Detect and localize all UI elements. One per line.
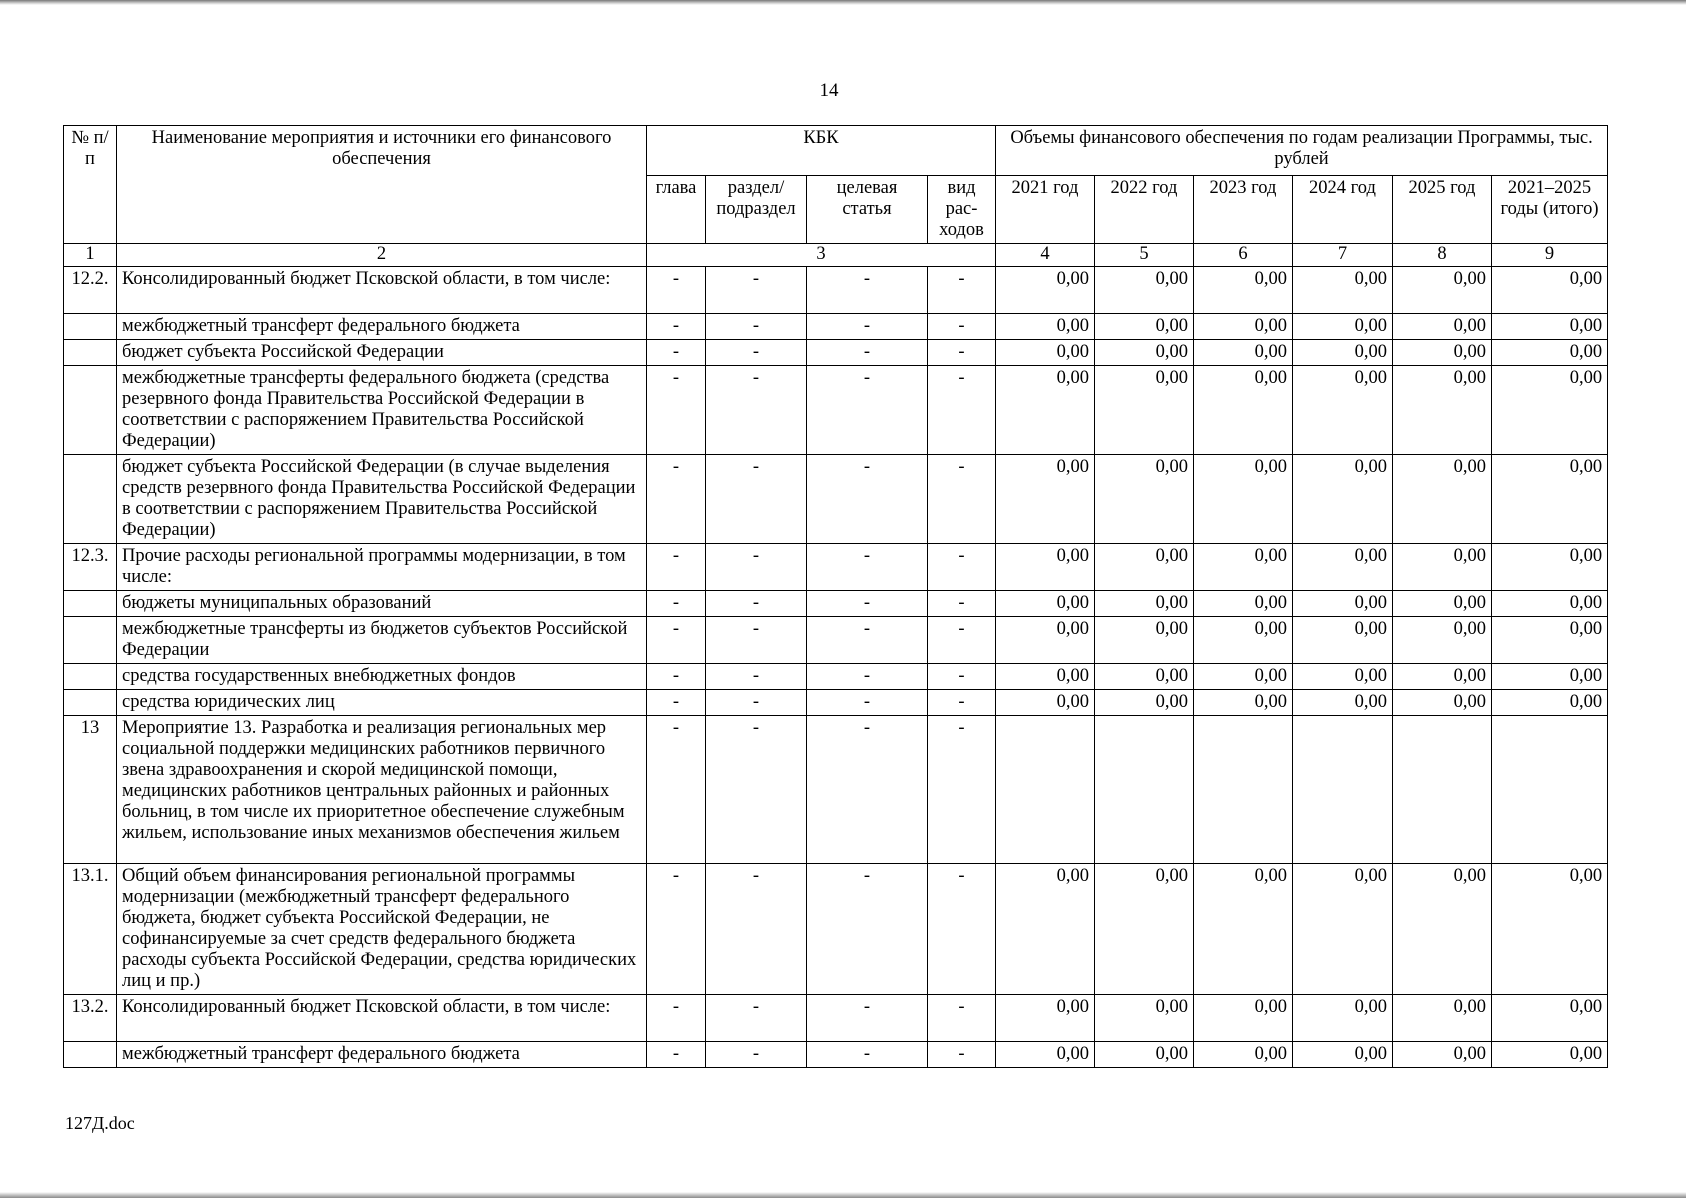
header-kbk-razdel: раздел/ подраздел xyxy=(706,176,807,244)
value-cell: 0,00 xyxy=(1393,544,1492,591)
kbk-cell: - xyxy=(928,617,996,664)
row-number: 13.2. xyxy=(64,995,117,1042)
col-number: 5 xyxy=(1095,244,1194,267)
value-cell: 0,00 xyxy=(1095,995,1194,1042)
value-cell: 0,00 xyxy=(1095,690,1194,716)
value-cell: 0,00 xyxy=(1393,366,1492,455)
header-year-2024: 2024 год xyxy=(1293,176,1393,244)
value-cell: 0,00 xyxy=(1492,366,1608,455)
value-cell: 0,00 xyxy=(1293,1042,1393,1068)
value-cell: 0,00 xyxy=(1492,664,1608,690)
kbk-cell: - xyxy=(928,1042,996,1068)
row-number xyxy=(64,591,117,617)
kbk-cell: - xyxy=(807,617,928,664)
value-cell: 0,00 xyxy=(1095,267,1194,314)
value-cell: 0,00 xyxy=(1293,995,1393,1042)
value-cell: 0,00 xyxy=(1095,664,1194,690)
header-kbk-tselevaya: целевая статья xyxy=(807,176,928,244)
value-cell: 0,00 xyxy=(996,664,1095,690)
value-cell: 0,00 xyxy=(1095,340,1194,366)
scan-edge-top xyxy=(0,0,1686,5)
value-cell: 0,00 xyxy=(1393,340,1492,366)
col-number: 7 xyxy=(1293,244,1393,267)
value-cell: 0,00 xyxy=(1293,267,1393,314)
row-name: бюджет субъекта Российской Федерации (в случае выделения средств резервного фонда Правительства Российской Федерации в соответствии с распоряжением Правительства Российской Федерации) xyxy=(117,455,647,544)
kbk-cell: - xyxy=(928,664,996,690)
table-row xyxy=(64,591,1608,617)
footer-filename: 127Д.doc xyxy=(65,1113,135,1133)
value-cell: 0,00 xyxy=(1293,455,1393,544)
kbk-cell: - xyxy=(706,314,807,340)
kbk-cell: - xyxy=(706,455,807,544)
kbk-cell: - xyxy=(706,690,807,716)
kbk-cell: - xyxy=(807,995,928,1042)
col-number: 8 xyxy=(1393,244,1492,267)
row-number xyxy=(64,690,117,716)
value-cell: 0,00 xyxy=(1095,544,1194,591)
value-cell: 0,00 xyxy=(1095,314,1194,340)
kbk-cell: - xyxy=(928,314,996,340)
header-volumes: Объемы финансового обеспечения по годам реализации Программы, тыс. рублей xyxy=(996,126,1608,176)
row-name: бюджеты муниципальных образований xyxy=(117,591,647,617)
value-cell: 0,00 xyxy=(996,1042,1095,1068)
value-cell: 0,00 xyxy=(1492,617,1608,664)
table-row xyxy=(64,864,1608,995)
kbk-cell: - xyxy=(647,617,706,664)
kbk-cell: - xyxy=(807,864,928,995)
value-cell: 0,00 xyxy=(1492,544,1608,591)
kbk-cell: - xyxy=(807,366,928,455)
value-cell: 0,00 xyxy=(1492,340,1608,366)
kbk-cell: - xyxy=(647,1042,706,1068)
value-cell: 0,00 xyxy=(1194,340,1293,366)
kbk-cell: - xyxy=(647,591,706,617)
kbk-cell: - xyxy=(706,1042,807,1068)
kbk-cell: - xyxy=(647,267,706,314)
finance-table xyxy=(63,125,1608,1068)
header-year-2021: 2021 год xyxy=(996,176,1095,244)
value-cell: 0,00 xyxy=(1095,366,1194,455)
row-name: Консолидированный бюджет Псковской области, в том числе: xyxy=(117,995,647,1042)
value-cell: 0,00 xyxy=(1194,455,1293,544)
kbk-cell: - xyxy=(706,591,807,617)
kbk-cell: - xyxy=(647,366,706,455)
row-number: 12.2. xyxy=(64,267,117,314)
header-year-2025: 2025 год xyxy=(1393,176,1492,244)
col-number: 9 xyxy=(1492,244,1608,267)
kbk-cell: - xyxy=(647,664,706,690)
table-row xyxy=(64,617,1608,664)
table-row xyxy=(64,664,1608,690)
kbk-cell: - xyxy=(706,340,807,366)
kbk-cell: - xyxy=(706,864,807,995)
col-number: 3 xyxy=(647,244,996,267)
value-cell: 0,00 xyxy=(996,340,1095,366)
value-cell: 0,00 xyxy=(1393,267,1492,314)
kbk-cell: - xyxy=(647,340,706,366)
kbk-cell: - xyxy=(807,314,928,340)
kbk-cell: - xyxy=(706,366,807,455)
row-name: межбюджетный трансферт федерального бюджета xyxy=(117,314,647,340)
header-year-total: 2021–2025 годы (итого) xyxy=(1492,176,1608,244)
col-number: 6 xyxy=(1194,244,1293,267)
value-cell: 0,00 xyxy=(1194,544,1293,591)
value-cell: 0,00 xyxy=(1393,664,1492,690)
kbk-cell: - xyxy=(807,1042,928,1068)
value-cell: 0,00 xyxy=(996,314,1095,340)
header-kbk: КБК xyxy=(647,126,996,176)
value-cell: 0,00 xyxy=(1393,314,1492,340)
value-cell xyxy=(996,716,1095,864)
table-row xyxy=(64,314,1608,340)
table-row xyxy=(64,455,1608,544)
value-cell: 0,00 xyxy=(1293,591,1393,617)
value-cell: 0,00 xyxy=(1293,366,1393,455)
row-name: средства государственных внебюджетных фондов xyxy=(117,664,647,690)
row-number: 13.1. xyxy=(64,864,117,995)
header-kbk-vid: вид рас- ходов xyxy=(928,176,996,244)
value-cell xyxy=(1393,716,1492,864)
row-number xyxy=(64,314,117,340)
row-name: Общий объем финансирования региональной программы модернизации (межбюджетный трансферт федерального бюджета, бюджет субъекта Российской Федерации, не софинансируемые за счет средств федерального бюджета расходы субъекта Российской Федерации, средства юридических лиц и пр.) xyxy=(117,864,647,995)
col-number: 2 xyxy=(117,244,647,267)
kbk-cell: - xyxy=(647,995,706,1042)
kbk-cell: - xyxy=(807,716,928,864)
kbk-cell: - xyxy=(807,591,928,617)
row-number xyxy=(64,664,117,690)
table-row xyxy=(64,995,1608,1042)
value-cell: 0,00 xyxy=(1293,690,1393,716)
value-cell: 0,00 xyxy=(1293,864,1393,995)
kbk-cell: - xyxy=(928,340,996,366)
value-cell xyxy=(1095,716,1194,864)
value-cell: 0,00 xyxy=(1194,267,1293,314)
value-cell: 0,00 xyxy=(1194,1042,1293,1068)
row-name: бюджет субъекта Российской Федерации xyxy=(117,340,647,366)
kbk-cell: - xyxy=(706,995,807,1042)
value-cell: 0,00 xyxy=(1194,690,1293,716)
value-cell: 0,00 xyxy=(1492,314,1608,340)
kbk-cell: - xyxy=(928,267,996,314)
row-name: межбюджетный трансферт федерального бюджета xyxy=(117,1042,647,1068)
value-cell: 0,00 xyxy=(1393,1042,1492,1068)
kbk-cell: - xyxy=(928,544,996,591)
value-cell: 0,00 xyxy=(1492,864,1608,995)
table-row xyxy=(64,340,1608,366)
kbk-cell: - xyxy=(807,455,928,544)
header-year-2022: 2022 год xyxy=(1095,176,1194,244)
row-number xyxy=(64,1042,117,1068)
kbk-cell: - xyxy=(928,366,996,455)
value-cell: 0,00 xyxy=(1492,995,1608,1042)
row-name: Прочие расходы региональной программы модернизации, в том числе: xyxy=(117,544,647,591)
value-cell xyxy=(1492,716,1608,864)
value-cell: 0,00 xyxy=(1393,995,1492,1042)
kbk-cell: - xyxy=(928,455,996,544)
header-name: Наименование мероприятия и источники его финансового обеспечения xyxy=(117,126,647,244)
col-number: 4 xyxy=(996,244,1095,267)
value-cell xyxy=(1293,716,1393,864)
value-cell: 0,00 xyxy=(1393,617,1492,664)
kbk-cell: - xyxy=(928,591,996,617)
value-cell: 0,00 xyxy=(1095,591,1194,617)
kbk-cell: - xyxy=(807,690,928,716)
kbk-cell: - xyxy=(928,864,996,995)
row-number xyxy=(64,455,117,544)
value-cell: 0,00 xyxy=(1393,455,1492,544)
row-name: межбюджетные трансферты федерального бюджета (средства резервного фонда Правительства Российской Федерации в соответствии с распоряжением Правительства Российской Федерации) xyxy=(117,366,647,455)
value-cell: 0,00 xyxy=(1194,314,1293,340)
row-number: 12.3. xyxy=(64,544,117,591)
value-cell: 0,00 xyxy=(1492,690,1608,716)
kbk-cell: - xyxy=(647,455,706,544)
kbk-cell: - xyxy=(807,340,928,366)
value-cell: 0,00 xyxy=(1095,1042,1194,1068)
value-cell: 0,00 xyxy=(996,864,1095,995)
table-row xyxy=(64,1042,1608,1068)
kbk-cell: - xyxy=(928,690,996,716)
value-cell: 0,00 xyxy=(1393,591,1492,617)
kbk-cell: - xyxy=(706,617,807,664)
value-cell: 0,00 xyxy=(1095,864,1194,995)
header-year-2023: 2023 год xyxy=(1194,176,1293,244)
value-cell: 0,00 xyxy=(1194,664,1293,690)
kbk-cell: - xyxy=(807,267,928,314)
row-number xyxy=(64,340,117,366)
value-cell: 0,00 xyxy=(1393,864,1492,995)
row-name: средства юридических лиц xyxy=(117,690,647,716)
value-cell: 0,00 xyxy=(1393,690,1492,716)
kbk-cell: - xyxy=(706,267,807,314)
value-cell: 0,00 xyxy=(1194,995,1293,1042)
table-body xyxy=(64,267,1608,1068)
kbk-cell: - xyxy=(706,664,807,690)
kbk-cell: - xyxy=(706,716,807,864)
kbk-cell: - xyxy=(647,544,706,591)
row-name: межбюджетные трансферты из бюджетов субъектов Российской Федерации xyxy=(117,617,647,664)
value-cell: 0,00 xyxy=(1194,591,1293,617)
kbk-cell: - xyxy=(706,544,807,591)
value-cell: 0,00 xyxy=(1095,617,1194,664)
value-cell: 0,00 xyxy=(996,690,1095,716)
value-cell: 0,00 xyxy=(1194,366,1293,455)
scan-edge-bottom xyxy=(0,1192,1686,1198)
value-cell: 0,00 xyxy=(996,995,1095,1042)
kbk-cell: - xyxy=(807,664,928,690)
row-name: Мероприятие 13. Разработка и реализация региональных мер социальной поддержки медицинских работников первичного звена здравоохранения и скорой медицинской помощи, медицинских работников центральных районных и районных больниц, в том числе их приоритетное обеспечение служебным жильем, использование иных механизмов обеспечения жильем xyxy=(117,716,647,864)
col-number: 1 xyxy=(64,244,117,267)
kbk-cell: - xyxy=(928,716,996,864)
kbk-cell: - xyxy=(647,716,706,864)
header-num: № п/п xyxy=(64,126,117,244)
table-row xyxy=(64,716,1608,864)
kbk-cell: - xyxy=(647,690,706,716)
value-cell: 0,00 xyxy=(996,455,1095,544)
value-cell: 0,00 xyxy=(996,544,1095,591)
kbk-cell: - xyxy=(647,314,706,340)
table-row xyxy=(64,366,1608,455)
value-cell: 0,00 xyxy=(996,267,1095,314)
table-row xyxy=(64,544,1608,591)
value-cell: 0,00 xyxy=(1492,455,1608,544)
row-number xyxy=(64,617,117,664)
page-number: 14 xyxy=(819,80,839,101)
table-row xyxy=(64,267,1608,314)
kbk-cell: - xyxy=(647,864,706,995)
value-cell: 0,00 xyxy=(1194,864,1293,995)
value-cell: 0,00 xyxy=(1293,340,1393,366)
value-cell: 0,00 xyxy=(996,591,1095,617)
value-cell: 0,00 xyxy=(1492,591,1608,617)
value-cell xyxy=(1194,716,1293,864)
value-cell: 0,00 xyxy=(1492,267,1608,314)
value-cell: 0,00 xyxy=(1293,664,1393,690)
header-kbk-glava: глава xyxy=(647,176,706,244)
value-cell: 0,00 xyxy=(1293,544,1393,591)
value-cell: 0,00 xyxy=(1095,455,1194,544)
table-row xyxy=(64,690,1608,716)
value-cell: 0,00 xyxy=(996,617,1095,664)
row-number: 13 xyxy=(64,716,117,864)
value-cell: 0,00 xyxy=(996,366,1095,455)
value-cell: 0,00 xyxy=(1293,617,1393,664)
value-cell: 0,00 xyxy=(1194,617,1293,664)
value-cell: 0,00 xyxy=(1492,1042,1608,1068)
kbk-cell: - xyxy=(807,544,928,591)
kbk-cell: - xyxy=(928,995,996,1042)
value-cell: 0,00 xyxy=(1293,314,1393,340)
row-number xyxy=(64,366,117,455)
row-name: Консолидированный бюджет Псковской области, в том числе: xyxy=(117,267,647,314)
